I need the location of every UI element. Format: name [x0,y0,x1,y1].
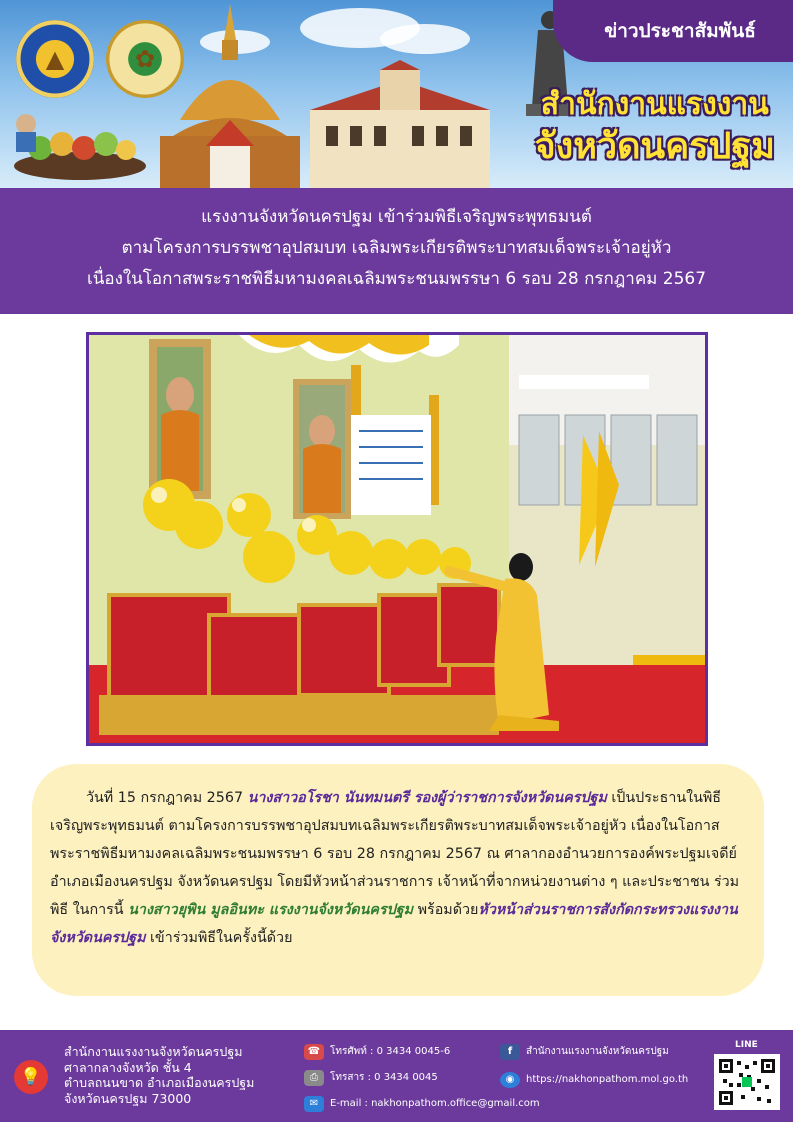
email-text: E-mail : nakhonpathom.office@gmail.com [330,1098,540,1109]
news-date: วันที่ 15 กรกฎาคม 2567 [86,790,244,806]
news-text-3: เข้าร่วมพิธีในครั้งนี้ด้วย [150,930,293,946]
news-body [32,764,764,996]
phone-text: โทรศัพท์ : 0 3434 0045-6 [330,1046,451,1057]
header-banner [0,0,793,188]
labour-officer-name: นางสาวยุพิน มูลอินทะ แรงงานจังหวัดนครปฐม [128,902,414,918]
news-text-1: เป็นประธานในพิธีเจริญพระพุทธมนต์ ตามโครงการบรรพชาอุปสมบทเฉลิมพระเกียรติพระบาทสมเด็จพระเจ้าอยู่หัว เนื่องในโอกาสพระราชพิธีมหามงคลเฉลิมพระชนมพรรษา 6 รอบ 28 กรกฎาคม 2567 ณ ศาลากองอำนวยการองค์พระปฐมเจดีย์ อำเภอเมืองนครปฐม จังหวัดนครปฐม โดยมีหัวหน้าส่วนราชการ เจ้าหน้าที่จากหน่วยงานต่าง ๆ และประชาชน ร่วมพิธี ในการนี้ [50,790,740,918]
office-title [535,86,775,170]
facebook-icon: f [500,1044,520,1060]
ministry-seal-icon: ✿ [106,20,184,98]
address-line4: จังหวัดนครปฐม 73000 [64,1090,192,1106]
office-title-line1: สำนักงานแรงงาน [540,87,769,122]
email-icon: ✉ [304,1096,324,1112]
floating-market-illustration [10,96,150,188]
palace-illustration [300,60,500,188]
chairperson-name: นางสาวอโรชา นันทมนตรี รองผู้ว่าราชการจังหวัดนครปฐม [247,790,607,806]
globe-icon: ◉ [500,1072,520,1088]
office-logo-icon: 💡 [14,1060,48,1094]
website-link[interactable] [500,1072,688,1088]
headline-line1: แรงงานจังหวัดนครปฐม เข้าร่วมพิธีเจริญพระพุทธมนต์ [201,207,592,227]
fax-icon: ⎙ [304,1070,324,1086]
phone-icon: ☎ [304,1044,324,1060]
facebook-text: สำนักงานแรงงานจังหวัดนครปฐม [526,1046,669,1057]
facebook-contact[interactable] [500,1044,669,1060]
news-headline [0,188,793,314]
fax-text: โทรสาร : 0 3434 0045 [330,1072,438,1083]
fax-contact[interactable] [304,1070,438,1086]
news-paragraph [50,784,744,952]
email-contact[interactable] [304,1096,540,1112]
office-address [64,1044,254,1106]
news-text-2: พร้อมด้วย [417,902,479,918]
ceremony-photo [86,332,708,746]
website-text: https://nakhonpathom.mol.go.th [526,1074,689,1085]
line-qr-code[interactable] [714,1054,780,1110]
headline-line2: ตามโครงการบรรพชาอุปสมบท เฉลิมพระเกียรติพระบาทสมเด็จพระเจ้าอยู่หัว [121,238,672,258]
headline-line3: เนื่องในโอกาสพระราชพิธีมหามงคลเฉลิมพระชนมพรรษา 6 รอบ 28 กรกฎาคม 2567 [86,269,707,289]
office-title-line2: จังหวัดนครปฐม [534,126,775,167]
news-category-tag: ข่าวประชาสัมพันธ์ [553,0,793,62]
address-line1: สำนักงานแรงงานจังหวัดนครปฐม [64,1044,243,1059]
phone-contact[interactable] [304,1044,450,1060]
agency-heads-group: หัวหน้าส่วนราชการสังกัดกระทรวงแรงงานจังหวัดนครปฐม [50,902,738,946]
provincial-seal-icon: ▲ [16,20,94,98]
address-line3: ตำบลถนนขาด อำเภอเมืองนครปฐม [64,1075,255,1090]
address-line2: ศาลากลางจังหวัด ชั้น 4 [64,1059,192,1075]
line-label: LINE [735,1040,758,1050]
